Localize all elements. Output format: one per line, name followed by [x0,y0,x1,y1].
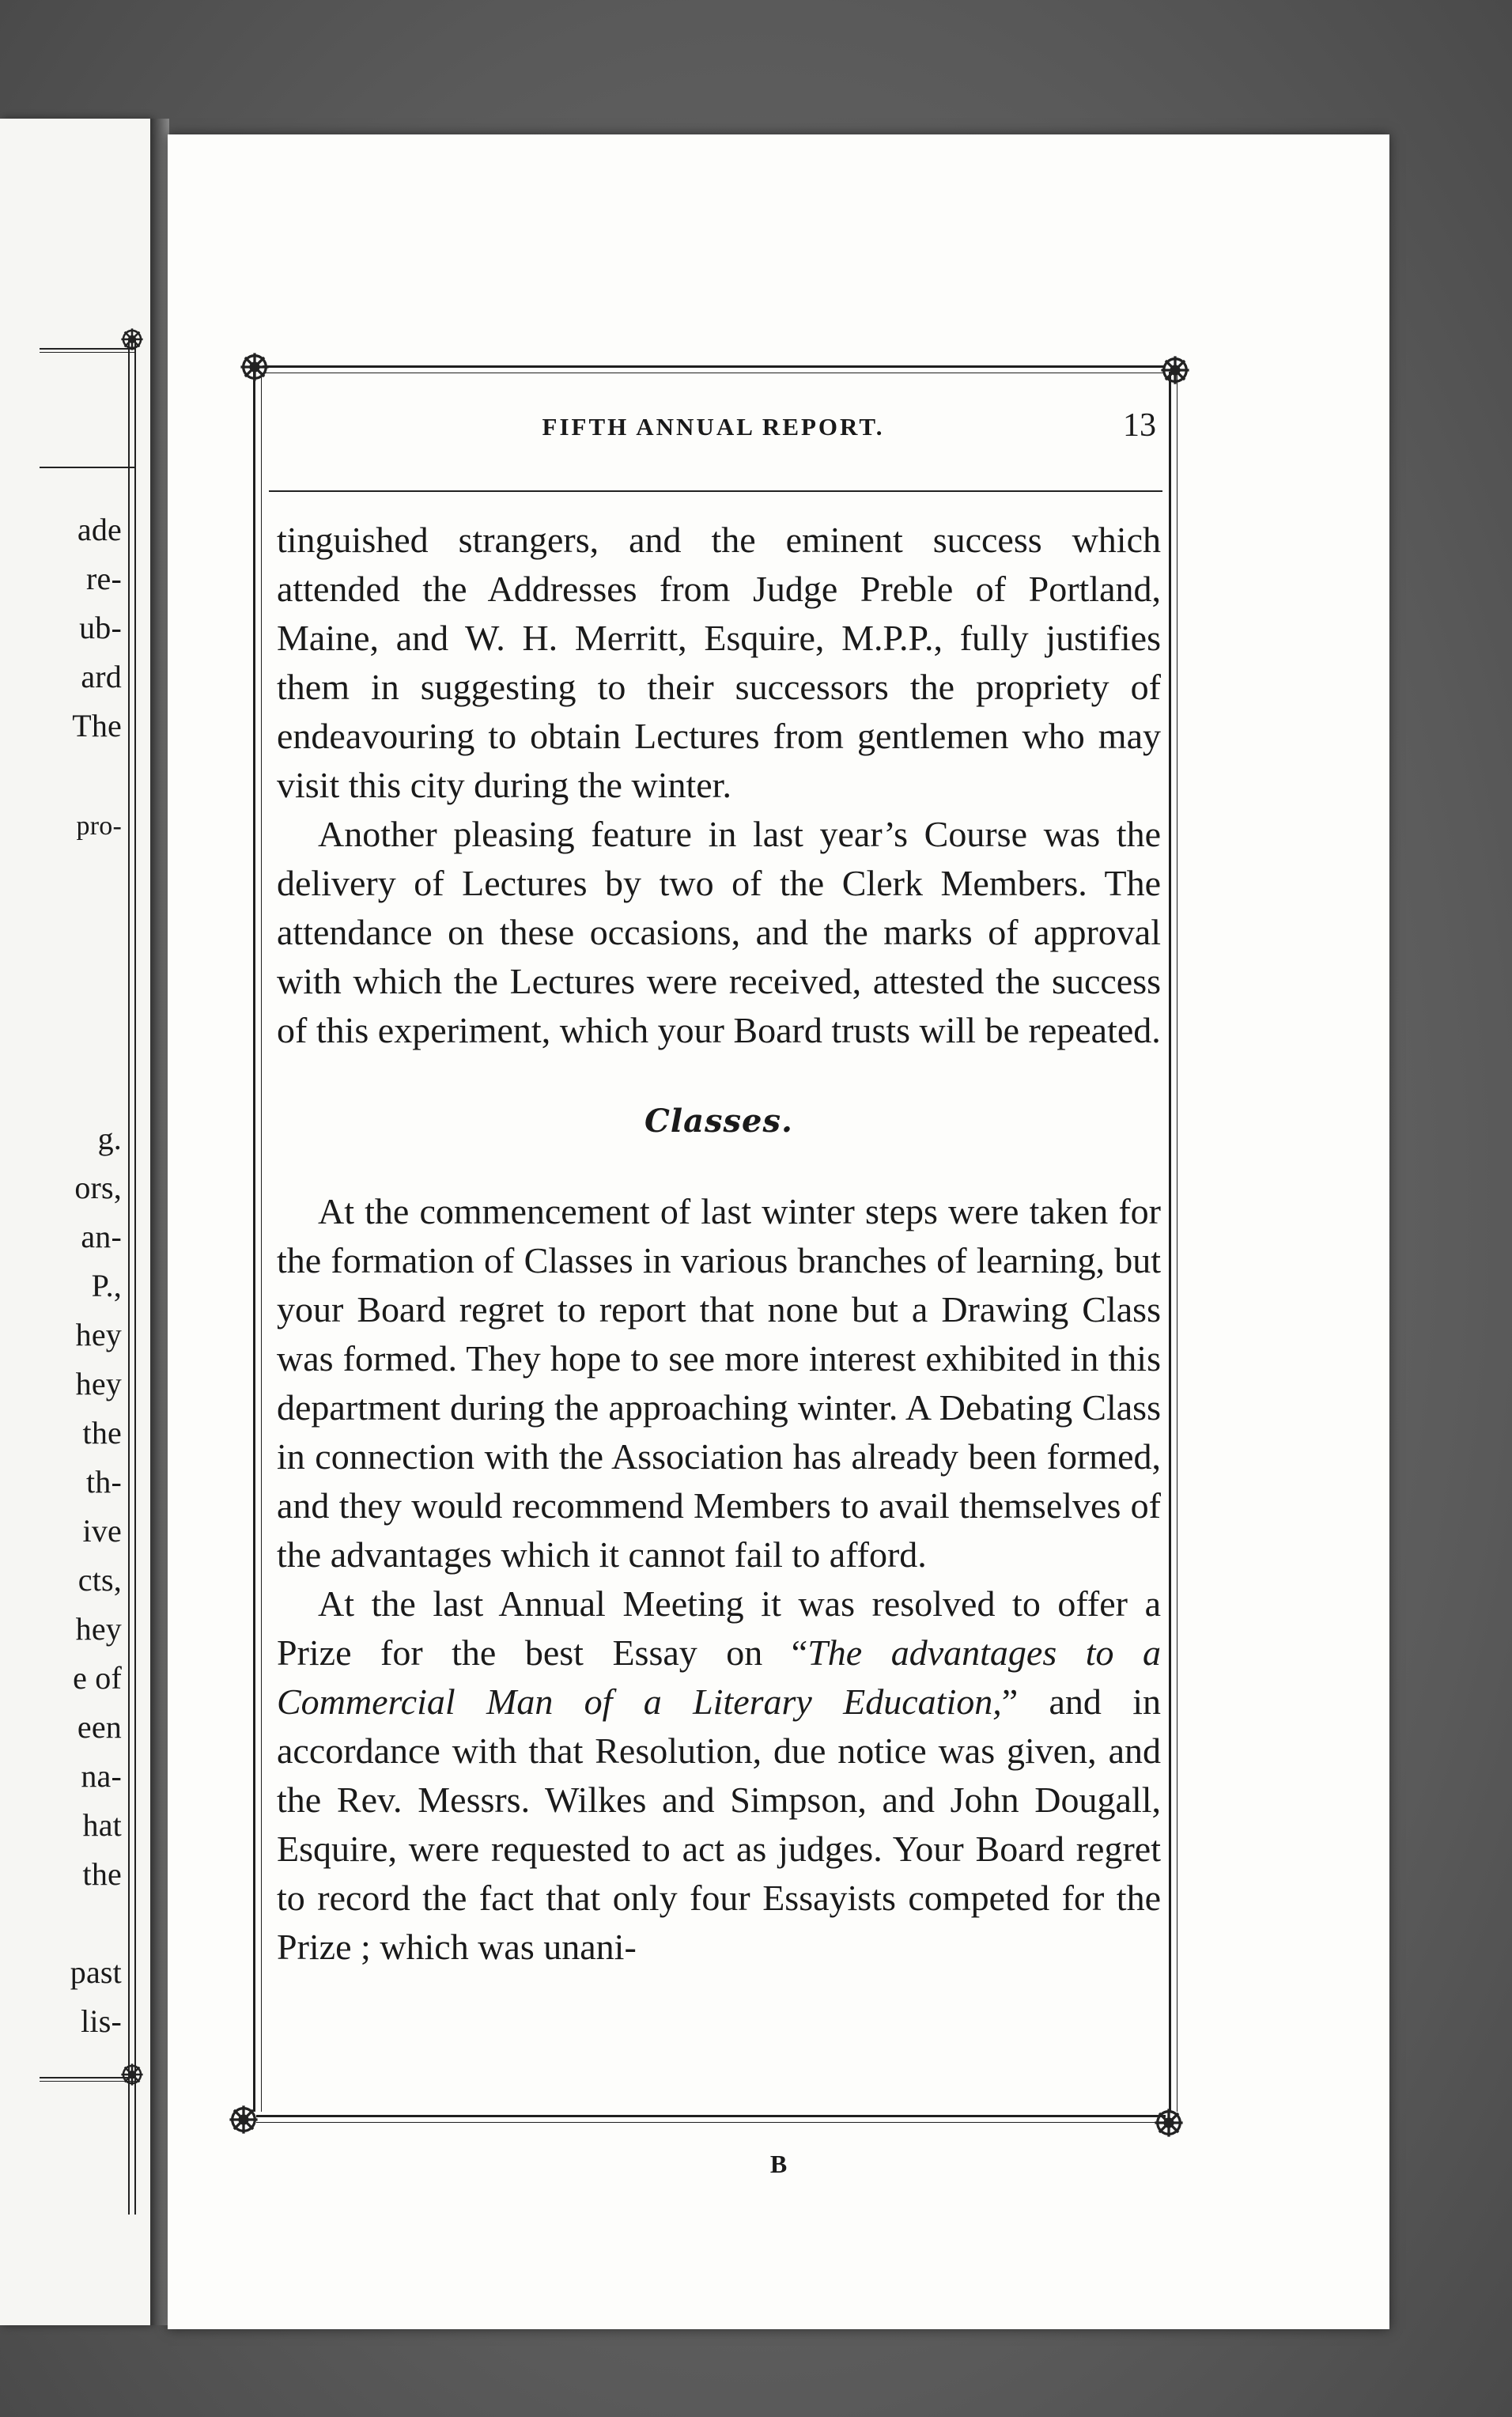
left-fragment: ub- [79,610,122,645]
essay-title: The advantages to a Commercial Man of a Literary Education, [277,1632,1162,1722]
book-gutter [150,119,169,2325]
frame-left-rule [253,372,262,2112]
left-fragment: pro- [76,811,122,841]
section-heading: Classes. [644,1103,793,1140]
paragraph [277,1579,1161,1972]
frame-top-rule [263,365,1164,373]
bottom-right-ornament-icon [1151,2105,1186,2140]
left-fragment: The [72,708,122,743]
left-page-frame [128,340,136,2215]
left-fragment: een [77,1709,122,1745]
left-fragment: re- [86,561,122,596]
left-fragment: na- [81,1758,122,1794]
left-fragment: hey [75,1611,122,1647]
bottom-left-ornament-icon [226,2102,261,2137]
left-fragment: ors, [74,1170,122,1205]
left-fragment: ard [81,659,122,694]
paragraph-continuation: tinguished strangers, and the eminent success which attended the Addresses from Judge Preble of Portland, Maine, and W. H. Merritt, Esquire, M.P.P., fully justifies them in suggesting to their successors the propriety of endeavouring to obtain Lectures from gentlemen who may visit this city during the winter. [277,520,1161,805]
book-page [168,134,1389,2329]
left-fragment: cts, [77,1562,122,1598]
paragraph-text: ” and in accordance with that Resolution, due notice was given, and the Rev. Messrs. Wilkes and Simpson, and John Dougall, Esquire, were requested to act as judges. Your Board regret to record the fact that only four Essayists competed for the Prize ; which was unani- [277,1681,1161,1967]
running-head-title: FIFTH ANNUAL REPORT. [542,413,885,441]
left-fragment: hey [75,1317,122,1352]
frame-bottom-rule [256,2115,1166,2123]
page-number: 13 [1123,407,1156,444]
running-head-rule [269,490,1162,492]
left-adjacent-page [0,119,150,2325]
left-fragment: the [82,1415,122,1451]
left-fragment: ive [82,1513,122,1549]
left-page-text-fragments [3,119,122,2325]
paragraph: Another pleasing feature in last year’s Course was the delivery of Lectures by two of the Clerk Members. The attendance on these occasions, and the marks of approval with which the Lectures were received, attested the success of this experiment, which your Board trusts will be repeated. [277,814,1161,1050]
signature-mark: B [769,2150,788,2178]
left-fragment: ade [77,512,122,547]
left-fragment: g. [97,1121,122,1156]
left-fragment: P., [91,1268,122,1303]
running-head [318,407,1156,454]
body-text [277,516,1161,1972]
top-right-ornament-icon [1158,353,1193,388]
paragraph: At the commencement of last winter steps were taken for the formation of Classes in various branches of learning, but your Board regret to report that none but a Drawing Class was formed. They hope to see more interest exhibited in this department during the approaching winter. A Debating Class in connection with the Association has already been formed, and they would recommend Members to avail themselves of the advantages which it cannot fail to afford. [277,1191,1161,1575]
left-fragment: hat [82,1807,122,1843]
left-fragment: th- [85,1464,122,1500]
top-left-ornament-icon [237,350,272,384]
left-bottom-ornament-icon [119,2061,146,2088]
left-fragment: past [70,1954,122,1990]
left-fragment: the [82,1856,122,1892]
left-fragment: e of [73,1660,122,1696]
left-fragment: an- [81,1219,122,1254]
paragraph-text: At the last Annual Meeting it was resolved to offer a Prize for the best Essay on “ [277,1583,1161,1673]
left-fragment: lis- [81,2003,122,2039]
frame-right-rule [1169,372,1177,2112]
left-fragment: hey [75,1366,122,1401]
left-top-ornament-icon [119,326,146,353]
